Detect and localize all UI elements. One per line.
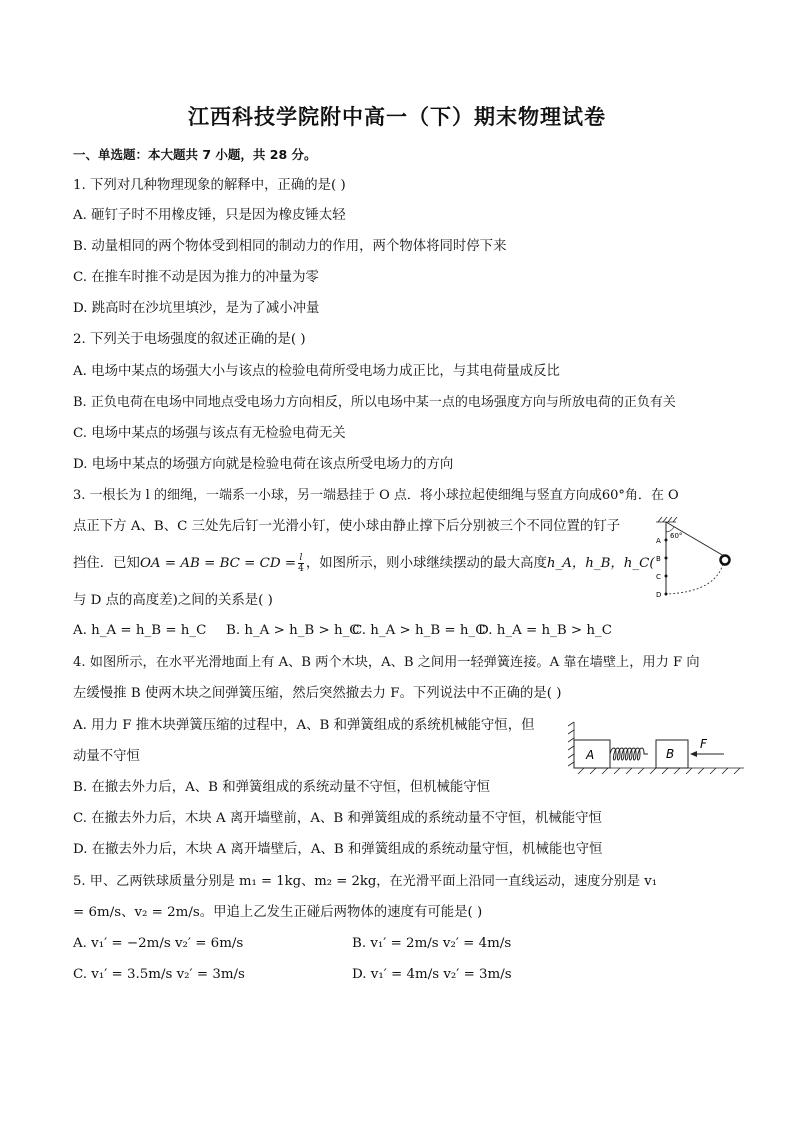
- force-label: F: [700, 737, 707, 751]
- angle-label: 60°: [670, 532, 683, 540]
- q3-option-b: B. h_A > h_B > h_C: [226, 623, 360, 638]
- pendulum-figure: [646, 512, 738, 602]
- section-heading: 一、单选题：本大题共 7 小题，共 28 分。: [73, 147, 317, 162]
- q4-option-c: C. 在撤去外力后，木块 A 离开墙壁前，A、B 和弹簧组成的系统动量不守恒，机械能守恒: [73, 811, 602, 826]
- q4-line-2: 左缓慢推 B 使两木块之间弹簧压缩，然后突然撤去力 F。下列说法中不正确的是( ): [73, 686, 562, 701]
- block-b-label: B: [666, 747, 675, 761]
- q3-line-2: 点正下方 A、B、C 三处先后钉一光滑小钉，使小球由静止撑下后分别被三个不同位置的钉子: [73, 519, 621, 534]
- q2-option-b: B. 正负电荷在电场中同地点受电场力方向相反，所以电场中某一点的电场强度方向与所放电荷的正负有关: [73, 395, 676, 410]
- spring-block-figure: [564, 718, 746, 776]
- label-b: B: [656, 555, 661, 563]
- q1-option-b: B. 动量相同的两个物体受到相同的制动力的作用，两个物体将同时停下来: [73, 239, 507, 254]
- label-d: D: [656, 591, 662, 599]
- wall: [568, 722, 574, 768]
- q2-option-d: D. 电场中某点的场强方向就是检验电荷在该点所受电场力的方向: [73, 457, 454, 472]
- q3-equation: OA = AB = BC = CD =: [139, 556, 297, 571]
- point-d: [665, 593, 668, 596]
- q4-option-a-line-1: A. 用力 F 推木块弹簧压缩的过程中，A、B 和弹簧组成的系统机械能守恒，但: [73, 718, 535, 733]
- q5-option-b: B. v₁′ = 2m/s v₂′ = 4m/s: [352, 936, 512, 951]
- q1-option-d: D. 跳高时在沙坑里填沙，是为了减小冲量: [73, 301, 320, 316]
- spring: [610, 748, 648, 760]
- swing-path: [666, 560, 724, 594]
- q4-line-1: 4. 如图所示，在水平光滑地面上有 A、B 两个木块，A、B 之间用一轻弹簧连接。A 靠在墙壁上，用力 F 向: [73, 655, 700, 670]
- force-arrow-head: [690, 751, 697, 757]
- q2-option-a: A. 电场中某点的场强大小与该点的检验电荷所受电场力成正比，与其电荷量成反比: [73, 364, 560, 379]
- q2-option-c: C. 电场中某点的场强与该点有无检验电荷无关: [73, 426, 346, 441]
- q5-option-a: A. v₁′ = −2m/s v₂′ = 6m/s: [73, 936, 244, 951]
- q3-line-3-text-a: 挡住．已知: [73, 556, 140, 571]
- ceiling-hatch: [656, 517, 677, 522]
- q4-option-d: D. 在撤去外力后，木块 A 离开墙壁后，A、B 和弹簧组成的系统动量守恒，机械能也守恒: [73, 842, 603, 857]
- q3-fraction-numerator: l: [299, 553, 303, 563]
- q1-option-c: C. 在推车时推不动是因为推力的冲量为零: [73, 270, 319, 285]
- ball: [721, 556, 730, 565]
- q2-stem: 2. 下列关于电场强度的叙述正确的是( ): [73, 332, 306, 347]
- q3-line-1: 3. 一根长为 l 的细绳，一端系一小球，另一端悬挂于 O 点．将小球拉起使细绳与竖直方向成60°角．在 O: [73, 488, 679, 503]
- label-a: A: [656, 537, 661, 545]
- q3-fraction-denominator: 4: [298, 564, 304, 574]
- q5-option-d: D. v₁′ = 4m/s v₂′ = 3m/s: [352, 967, 512, 982]
- nail-c: [665, 575, 668, 578]
- q3-heights: h_A，h_B，h_C(: [546, 556, 655, 571]
- nail-a: [665, 539, 668, 542]
- q3-fraction: [298, 553, 304, 574]
- q4-option-a-line-2: 动量不守恒: [73, 749, 140, 764]
- q1-stem: 1. 下列对几种物理现象的解释中，正确的是( ): [73, 178, 346, 193]
- q5-line-2: = 6m/s、v₂ = 2m/s。甲追上乙发生正碰后两物体的速度有可能是( ): [73, 905, 483, 920]
- block-a-label: A: [586, 748, 595, 762]
- q5-line-1: 5. 甲、乙两铁球质量分别是 m₁ = 1kg、m₂ = 2kg，在光滑平面上沿同一直线运动，速度分别是 v₁: [73, 874, 657, 889]
- q3-line-3-text-b: ，如图所示，则小球继续摆动的最大高度: [305, 556, 547, 571]
- q1-option-a: A. 砸钉子时不用橡皮锤，只是因为橡皮锤太轻: [73, 208, 346, 223]
- nail-b: [665, 557, 668, 560]
- q3-option-c: C. h_A > h_B = h_C: [352, 623, 486, 638]
- q3-line-3: [73, 553, 655, 574]
- page-title: 江西科技学院附中高一（下）期末物理试卷: [188, 105, 606, 129]
- q3-option-d: D. h_A = h_B > h_C: [478, 623, 612, 638]
- q4-option-b: B. 在撤去外力后，A、B 和弹簧组成的系统动量不守恒，但机械能守恒: [73, 780, 491, 795]
- floor: [574, 768, 744, 774]
- q3-option-a: A. h_A = h_B = h_C: [73, 623, 207, 638]
- q3-line-4: 与 D 点的高度差)之间的关系是( ): [73, 593, 273, 608]
- label-c: C: [656, 573, 661, 581]
- q5-option-c: C. v₁′ = 3.5m/s v₂′ = 3m/s: [73, 967, 245, 982]
